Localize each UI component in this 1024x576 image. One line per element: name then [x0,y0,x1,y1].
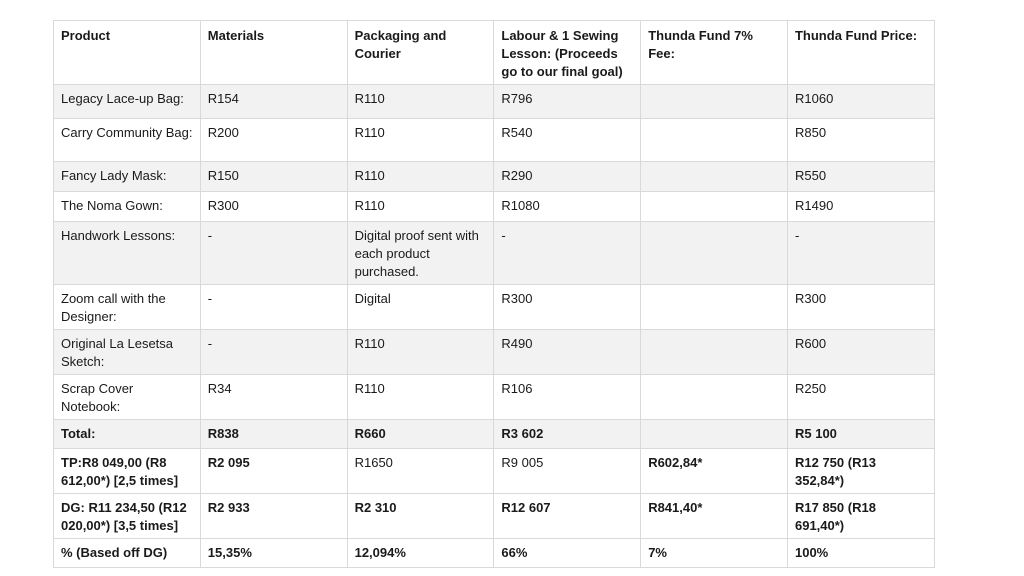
materials-cell: - [200,285,347,330]
tp-label: TP:R8 049,00 (R8 612,00*) [2,5 times] [54,449,201,494]
percent-label: % (Based off DG) [54,539,201,568]
table-header-row [54,21,935,85]
header-product: Product [54,21,201,85]
percent-packaging: 12,094% [347,539,494,568]
labour-cell: R290 [494,162,641,192]
total-labour: R3 602 [494,420,641,449]
labour-cell: R106 [494,375,641,420]
price-cell: R550 [787,162,934,192]
dg-label: DG: R11 234,50 (R12 020,00*) [3,5 times] [54,494,201,539]
total-label: Total: [54,420,201,449]
materials-cell: - [200,330,347,375]
dg-packaging: R2 310 [347,494,494,539]
packaging-cell: R110 [347,192,494,222]
packaging-cell: R110 [347,85,494,119]
percent-labour: 66% [494,539,641,568]
header-materials: Materials [200,21,347,85]
packaging-cell: R110 [347,330,494,375]
table-row [54,192,935,222]
dg-fee: R841,40* [641,494,788,539]
header-labour: Labour & 1 Sewing Lesson: (Proceeds go to our final goal) [494,21,641,85]
tp-fee: R602,84* [641,449,788,494]
pricing-table [53,20,935,568]
total-materials: R838 [200,420,347,449]
packaging-cell: R110 [347,375,494,420]
table-row [54,285,935,330]
row-product-label: Fancy Lady Mask: [54,162,201,192]
labour-cell: R796 [494,85,641,119]
table-row [54,222,935,285]
price-cell: R1490 [787,192,934,222]
materials-cell: R34 [200,375,347,420]
table-row [54,330,935,375]
total-row [54,420,935,449]
table-row [54,119,935,162]
row-product-label: Scrap Cover Notebook: [54,375,201,420]
header-thunda-fee: Thunda Fund 7% Fee: [641,21,788,85]
tp-row [54,449,935,494]
price-cell: R300 [787,285,934,330]
labour-cell: R1080 [494,192,641,222]
row-product-label: Legacy Lace-up Bag: [54,85,201,119]
tp-packaging: R1650 [347,449,494,494]
total-price: R5 100 [787,420,934,449]
row-product-label: The Noma Gown: [54,192,201,222]
price-cell: R600 [787,330,934,375]
dg-materials: R2 933 [200,494,347,539]
packaging-cell: R110 [347,162,494,192]
table-row [54,85,935,119]
dg-row [54,494,935,539]
price-cell: R850 [787,119,934,162]
fee-cell [641,119,788,162]
materials-cell: R154 [200,85,347,119]
table-row [54,162,935,192]
tp-price: R12 750 (R13 352,84*) [787,449,934,494]
tp-labour: R9 005 [494,449,641,494]
row-product-label: Original La Lesetsa Sketch: [54,330,201,375]
percent-price: 100% [787,539,934,568]
labour-cell: R490 [494,330,641,375]
total-packaging: R660 [347,420,494,449]
materials-cell: R150 [200,162,347,192]
dg-price: R17 850 (R18 691,40*) [787,494,934,539]
dg-labour: R12 607 [494,494,641,539]
price-cell: R1060 [787,85,934,119]
fee-cell [641,285,788,330]
row-product-label: Handwork Lessons: [54,222,201,285]
packaging-cell: R110 [347,119,494,162]
packaging-cell: Digital proof sent with each product purchased. [347,222,494,285]
table-row [54,375,935,420]
row-product-label: Carry Community Bag: [54,119,201,162]
header-packaging: Packaging and Courier [347,21,494,85]
header-thunda-price: Thunda Fund Price: [787,21,934,85]
price-cell: - [787,222,934,285]
fee-cell [641,192,788,222]
packaging-cell: Digital [347,285,494,330]
percent-materials: 15,35% [200,539,347,568]
total-fee [641,420,788,449]
materials-cell: - [200,222,347,285]
percent-fee: 7% [641,539,788,568]
tp-materials: R2 095 [200,449,347,494]
labour-cell: R540 [494,119,641,162]
fee-cell [641,222,788,285]
percent-row [54,539,935,568]
labour-cell: - [494,222,641,285]
fee-cell [641,330,788,375]
materials-cell: R300 [200,192,347,222]
labour-cell: R300 [494,285,641,330]
fee-cell [641,375,788,420]
row-product-label: Zoom call with the Designer: [54,285,201,330]
materials-cell: R200 [200,119,347,162]
fee-cell [641,162,788,192]
price-cell: R250 [787,375,934,420]
pricing-table-container [53,20,934,568]
fee-cell [641,85,788,119]
